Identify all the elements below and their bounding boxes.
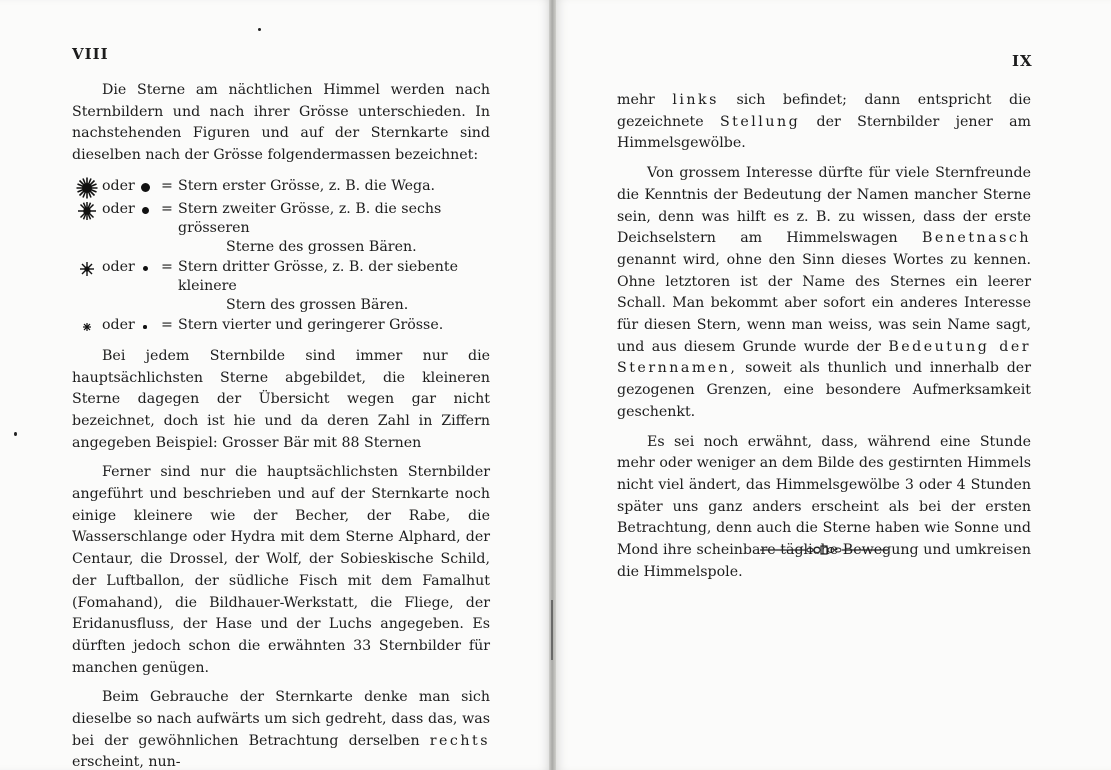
spaced-word-rechts: rechts — [429, 732, 490, 749]
star-medium-icon — [72, 200, 102, 222]
text-run: Beim Gebrauche der Sternkarte denke man sich dieselbe so nach aufwärts um sich gedreht, dass das, was bei der gewöhnlichen Betrachtung derselben — [72, 689, 490, 749]
legend-oder: oder — [102, 200, 135, 217]
gutter-mark — [551, 600, 553, 660]
star-small-icon — [72, 258, 102, 280]
text-run: der Sternbilder jener am Himmelsgewölbe. — [617, 113, 1031, 152]
dot-tiny-icon — [134, 316, 156, 338]
legend-oder: oder — [102, 177, 135, 194]
legend-line1: Stern zweiter Grösse, z. B. die sechs grösseren — [178, 200, 442, 236]
dot-small-icon — [134, 258, 156, 280]
page-number-left: VIII — [72, 45, 109, 63]
legend-row-second-magnitude — [72, 200, 490, 257]
legend-equals: = — [161, 316, 173, 333]
spaced-word-benetnasch: Benetnasch — [921, 230, 1031, 247]
legend-line2: Sterne des grossen Bären. — [226, 238, 417, 255]
print-speck — [258, 28, 261, 31]
right-page — [556, 0, 1111, 770]
left-page — [0, 0, 551, 770]
legend-oder: oder — [102, 258, 135, 275]
legend-line1: Stern vierter und geringerer Grösse. — [178, 316, 444, 333]
legend-row-fourth-magnitude — [72, 316, 490, 338]
page-number-right: IX — [1012, 52, 1033, 70]
paragraph-bedeutung-namen — [617, 163, 1031, 423]
star-large-icon — [72, 177, 102, 199]
legend-description — [178, 177, 490, 196]
text-run: sich befindet; dann entspricht die gezeichnete — [617, 92, 1032, 130]
legend-line2: Stern des grossen Bären. — [226, 296, 409, 313]
legend-description — [178, 258, 490, 315]
legend-row-third-magnitude — [72, 258, 490, 315]
legend-oder: oder — [102, 316, 135, 333]
legend-equals: = — [161, 258, 173, 275]
spaced-word-stellung: Stellung — [719, 113, 801, 130]
print-speck — [14, 432, 17, 436]
intro-paragraph: Die Sterne am nächtlichen Himmel werden nach Sternbildern und nach ihrer Grösse unterschieden. In nachstehenden Figuren und auf der Sternkarte sind dieselben nach der Grösse folgendermassen bezeichnet: — [72, 82, 490, 164]
legend-line1: Stern dritter Grösse, z. B. der siebente kleinere — [178, 258, 459, 294]
legend-line1: Stern erster Grösse, z. B. die Wega. — [178, 177, 436, 194]
dot-medium-icon — [134, 200, 156, 222]
legend-row-first-magnitude — [72, 177, 490, 199]
text-run: Von grossem Interesse dürfte für viele Sternfreunde die Kenntnis der Bedeutung der Namen mancher Sterne sein, denn was hilft es z. B. zu wissen, dass der erste Deichselstern am Himmelswagen — [617, 165, 1031, 247]
dot-large-icon — [134, 177, 156, 199]
star-size-legend — [72, 177, 490, 338]
right-page-text — [617, 90, 1031, 583]
legend-equals: = — [161, 200, 173, 217]
spaced-phrase-bedeutung: Bedeutung der Sternnamen, — [617, 338, 1031, 377]
paragraph-gebrauch-sternkarte — [72, 687, 490, 770]
text-run: mehr — [617, 92, 655, 108]
legend-equals: = — [161, 177, 173, 194]
paragraph-himmelsgewoelbe: Es sei noch erwähnt, dass, während eine Stunde mehr oder weniger an dem Bilde des gestirnten Himmels nicht viel ändert, das Himmelsgewölbe 3 oder 4 Stunden später uns ganz anders erscheint als bei der ersten Betrachtung, denn auch die Sterne haben wie Sonne und Mond ihre scheinbare tägliche Bewegung und umkreisen die Himmelspole. — [617, 433, 1031, 580]
star-tiny-icon — [72, 316, 102, 338]
paragraph-stellung — [617, 90, 1031, 155]
legend-description — [178, 316, 490, 335]
end-ornament-icon — [760, 542, 888, 558]
text-run: soweit als thunlich und innerhalb der gezogenen Grenzen, eine besondere Aufmerksamkeit geschenkt. — [617, 360, 1031, 420]
paragraph-hauptsaechlichste-sterne: Bei jedem Sternbilde sind immer nur die hauptsächlichsten Sterne abgebildet, die kleineren Sterne dagegen der Übersicht wegen gar nicht bezeichnet, doch ist hie und da deren Zahl in Ziffern angegeben Beispiel: Grosser Bär mit 88 Sternen — [72, 347, 490, 451]
legend-description — [178, 200, 490, 257]
paragraph-sternbilder: Ferner sind nur die hauptsächlichsten Sternbilder angeführt und beschrieben und auf der Sternkarte noch einige kleinere wie der Becher, der Rabe, die Wasserschlange oder Hydra mit dem Sterne Alphard, der Centaur, die Drossel, der Wolf, der Sobieskische Schild, der Luftballon, der südliche Fisch mit dem Famalhut (Fomahand), die Bildhauer-Werkstatt, die Fliege, der Eridanusfluss, der Hase und der Luchs angegeben. Es dürften jedoch schon die erwähnten 33 Sternbilder für manchen genügen. — [72, 464, 490, 676]
left-page-text — [72, 80, 490, 770]
text-run: erscheint, nun- — [72, 754, 181, 770]
spaced-word-links: links — [672, 92, 719, 108]
text-run: genannt wird, ohne den Sinn dieses Wortes zu kennen. Ohne letztoren ist der Name des Sternes ein leerer Schall. Man bekommt aber sofort ein anderes Interesse für diesen Stern, wenn man weiss, was sein Name sagt, und aus diesem Grunde wurde der — [617, 251, 1031, 355]
